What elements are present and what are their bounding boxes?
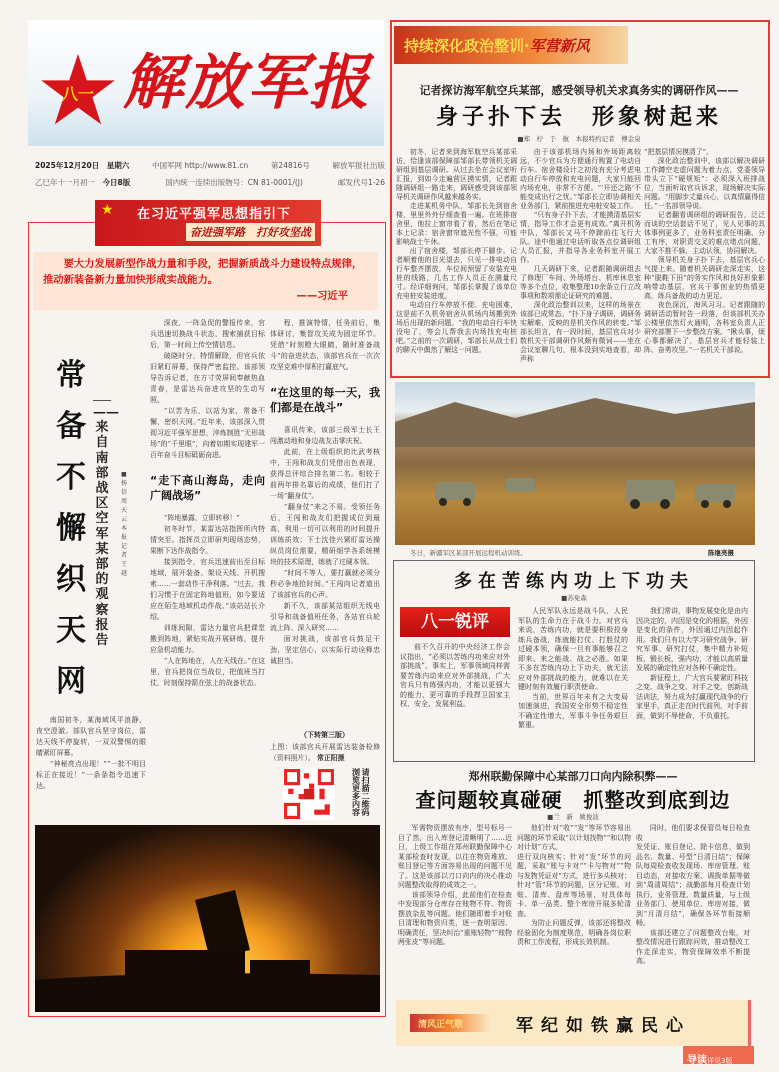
feature-banner-text: 持续深化政治整训· <box>404 37 530 55</box>
photo-note <box>270 742 380 764</box>
theme-banner <box>95 200 321 246</box>
article2-column-3: 同时，他们要求保管员每日检查收 发凭证、账目登记、除卡信息，做到品名、数量、号型“日清日结”；保障队每周检查收发现场、库房管理、账目动态，对接收方案、调拨单据等做到“周清周结”；战勤部每月检查计划执行、业务管理、数量质量，与上级业务部门、使用单位、库房对接，做到“月清月结”，确保各环节衔接顺畅。 该部还建立了问题整改台账，对整改情况进行跟踪问效，推动整改工作走深走实，物资保障效率不断提高。 <box>636 824 750 965</box>
feature-banner-accent: 军营新风 <box>529 37 590 55</box>
guide-label: 导读 <box>687 1055 707 1066</box>
feature-byline: ■郑 柠 于 航 本报特约记者 傅金泉 <box>517 135 641 143</box>
continued-note[interactable]: （下转第三版） <box>300 730 349 739</box>
newspaper-name: 解放军报 <box>123 48 371 118</box>
lead-intro: 南国初冬，某海域风平浪静，夜空澄澈。部队官兵坚守岗位，雷达天线不停旋转，一双双警惕的眼睛紧盯屏幕。 “神秘亮点出现！”“一批不明目标正在接近！”一条条指令迅速下达。 <box>36 716 146 790</box>
qr-code-icon[interactable] <box>283 768 335 820</box>
photo-caption: 冬日，新疆军区某部开展远程机动训练。 <box>410 549 527 557</box>
guide-page: 详见3版 <box>707 1057 733 1065</box>
commentary-box <box>393 560 755 762</box>
lead-column-2: 程，推演特情，任务前后，集体研讨，集智攻关成为固定环节。凭借“时刻瞪大眼睛，随时准备战斗”的奋进状态，该部官兵在一次次攻坚克难中厚积打赢底气。 “在这里的每一天，我们都是在战斗” 喜讯传来，该部三级军士长王闯激动地和身边战友击掌庆祝。 此前，在上级组织的比武考核中，王闯和战友们凭借出色表现，获得总评综合排名第二名。相较于前两年排名靠后的成绩，他们打了一场“翻身仗”。 “翻身仗”来之不易。受领任务后，王闯和战友们把握成位到最高，利用一切可以利用的时间提升训练质效；下士沈佳兴紧盯雷达操纵员岗位需要，精研细学各系统模块的技术原理，练就了过硬本领。 “时间不等人，要打赢就必须分秒必争地抢时间。”王闯向记者道出了该部官兵的心声。 新不久，该部某站组织无线电引导和战备值班任务，各站官兵轮流上阵、深入研究…… 面对挑战，该部官兵鼓足干劲，坚定信心，以实际行动诠释忠诚担当。 <box>270 319 380 665</box>
page-count: 今日8版 <box>102 178 131 187</box>
photo-note-credit: 常正阳摄 <box>317 754 345 762</box>
weekday: 星期六 <box>106 161 130 170</box>
banner-line2: 奋进强军路 打好攻坚战 <box>186 223 315 241</box>
postal-code: 邮发代号1-26 <box>337 178 385 187</box>
lunar-date: 乙巳年十一月初一 <box>35 178 95 187</box>
dateline <box>35 160 385 194</box>
quote-text: 要大力发展新型作战力量和手段，把握新质战斗力建设特点规律，推动新装备新力量加快形成实战能力。 <box>43 258 363 286</box>
feature-banner <box>394 26 628 64</box>
quote-author: ——习近平 <box>296 290 348 302</box>
guide-button[interactable] <box>683 1046 754 1064</box>
lead-subhead-1: “走下高山海岛，走向广阔战场” <box>150 474 265 502</box>
lead-subtitle: ——来自南部战区空军某部的观察报告 <box>93 400 111 648</box>
feature-column-3: “把基层情况摸清了”。 深化政治整训中，该部以解决调研工作蹲空走虚问题为着力点，党委领导带头立下“硬规矩”：必须深入班排战位，当面听取官兵诉求，现场解决实际问题。“用脚步丈量兵心，以真情赢得信任。”一名部领导说。 记者翻看调研组的调研报告，泛泛而谈的空话套话不见了，见人见事的具体事例更多了，业务科室责任明确、分工有序，对职责交叉的难点堵点问题，大家不推不躲，主动认领，协同解决。 领导机关身子扑下去，基层官兵心气提上来。随着机关调研走深走实，这种“脱鞋下田”的务实作风和良好形象影响带动基层，官兵干事创业的热情更高，练兵备战的动力更足。 夜色深沉，海风习习。记者跟随的调研活动暂时告一段落，但该部机关办公楼里依然灯火通明，各科室负责人正研究部署下一步整改方案。“揪头事，烦心事都解决了，基层官兵才能轻装上阵、奋勇攻坚。”一名机关干部说。 <box>644 148 765 354</box>
feature-column-2: 由于该部机场内场和外场距离较远，不少官兵为方便通行购置了电动自行车。宿舍楼设计之初没有充分考虑电动自行车停放和充电问题，大家只能回内场充电，非常不方便。“‘开还之路’不能变成出行之忧。”邹部长立即协调相关业务部门，紧前推进充电桩安装工作。 “只有身子扑下去，才能摸清基层实情，指导工作才会更有成效。”离开机务中队，邹部长又马不停蹄前往飞行大队。途中他通过电话听取各点位调研组人员汇报，并指导各业务科室开展工作。 几天调研下来，记者跟随调研组去了修理厂车间、外场塔台、机库休息室等多个点位，收集整理10余条立行立改事项和数项需论证研究的难题。 深化政治整训以来，这样的场景在该部已成常态。“扑下身子调研，调研务实解难，反映的是机关作风的转变。”邹部长坦言，有一段时间，基层官兵对少数机关干部调研作风颇有微词——坐在会议室聊几句，根本没到实地查看，却声称 <box>520 148 641 363</box>
star-icon: ★ <box>101 202 114 218</box>
teaser-title: 军纪如铁赢民心 <box>516 1016 691 1036</box>
article2-title[interactable]: 查问题较真碰硬 抓整改到底到边 <box>415 788 731 812</box>
section-badge: 清风正气歌 <box>410 1014 490 1032</box>
issue-number: 第24816号 <box>270 161 310 170</box>
publisher: 解放军报社出版 <box>332 161 385 170</box>
article2-byline: ■兰 新 姚俊波 <box>547 813 599 821</box>
quote-box <box>33 252 378 310</box>
column-badge: 八一锐评 <box>400 607 510 637</box>
masthead <box>28 20 384 146</box>
cn-number: 国内统一连续出版物号：CN 81-0001/(J) <box>165 178 303 187</box>
emblem-text: 八一 <box>61 84 95 104</box>
feature-kicker: 记者探访海军航空兵某部，感受领导机关求真务实的调研作风—— <box>419 84 739 97</box>
bottom-teaser[interactable] <box>396 1000 751 1046</box>
feature-column-1: 初冬，记者来到海军航空兵某部采访，恰逢该部保障部邹部长带领机关调研组到基层调研。从过去坐在会议室听汇报，到如今走遍营区摸实情，记者跟随调研组一路走来，调研感受到该部领导机关调研作风越来越务实。 走进某机务中队，邹部长先到宿舍楼，里里外外仔细查看一遍。在班排宿舍里，他拉上窗帘看了看，然后在笔记本上记录：宿舍窗帘遮光性不强，可能影响战士午休。 出了宿舍楼，邹部长停下脚步。记者顺着他的目光望去，只见一排电动自行车整齐摆放，车位间预留了安装充电桩的线路，几名工作人员正在测量尺寸。经详细询问，邹部长掌握了该单位充电桩安装进度。 电动自行车停放不便、充电困难，这是前不久机务宿舍从机场内场搬到外场后出现的新问题。“我的电动自行车快没电了，等会儿帮我去内场找充电桩吧。”之前的一次调研，邹部长从战士们的聊天中偶然了解这一问题。 <box>396 148 517 354</box>
armored-vehicles-image <box>395 382 755 545</box>
commentary-column-3: 我们常讲，事物发展变化是由内因决定的，内因是变化的根据，外因是变化的条件，外因通过内因起作用。我们只有以大学习研究战争、研究军事、研究打仗，集中精力补短板、锻长板，强内功，才能以高质量发展的确定性应对各种不确定性。 新征程上，广大官兵要紧盯科技之变、战争之变、对手之变，创新战法训法，努力成为打赢现代战争的行家里手，真正走在时代前列，对手前面，做到不辱使命、不负重托。 <box>636 607 748 720</box>
lead-byline: ■杨 信 周天云 本报记者 王 越 <box>121 471 134 577</box>
lead-photo <box>35 825 380 1012</box>
lead-subhead-2: “在这里的每一天，我们都是在战斗” <box>270 386 380 414</box>
photo-note-text: 上图：该部官兵开展雷达装备检修（资料照片）。 <box>270 743 380 762</box>
feature-title[interactable]: 身子扑下去 形象树起来 <box>435 105 722 130</box>
commentary-title[interactable]: 多在苦练内功上下功夫 <box>454 571 694 592</box>
website[interactable]: 中国军网 http://www.81.cn <box>151 161 249 170</box>
banner-line1: 在习近平强军思想指引下 <box>137 207 292 222</box>
red-star-icon <box>38 50 118 130</box>
article2-column-2: 他们针对“收”“发”等环节容易出问题的环节采取“以计划找物”“和以物对计划”方式。 进行双向核实；针对“发”环节的问题，采取“账与卡对”“卡与物对”“物与发物凭证对”方式，进行多头核对；针对“管”环节的问题，区分记账、对账、清库、盘库等场景，对具体每卡、单一品类、整个库房开展多轮清查。 为防止问题反弹，该部还将整改经验固化为制度规范，明确各岗位职责和工作流程，形成长效机制。 <box>517 824 631 946</box>
lead-title[interactable]: 常备不懈织天网 <box>56 358 86 699</box>
commentary-column-2: 人民军队永远是战斗队，人民军队的生命力在于战斗力。对官兵来说，苦练内功，就是要积极投身练兵备战，练就能打仗、打胜仗的过硬本领，确保一旦有事能够召之即来、来之能战、战之必胜。如果不多在苦练内功上下功夫，就无法应对外部挑战的能力，就难以在关键时刻有效履行职责使命。 当前，世界百年未有之大变局加速演进，我国安全形势不稳定性不确定性增大，军事斗争任务艰巨繁重。 <box>518 607 628 729</box>
lead-column-1: 深夜，一阵急促的警报传来，官兵迅速切换战斗状态，搜索捕获目标后，第一时间上传空情信息。 破晓时分，特情解除，但官兵依旧紧盯屏幕，保持严密监控。该部领导告诉记者，在方寸荧屏间奉献热血青春，是雷达兵奋进攻坚的生动写照。 “以苦为乐，以站为家，常备不懈，密织天网。”近年来，该部深入贯彻习近平强军思想，淬炼制胜“无形战场”的“千里眼”，向着如期实现建军一百年奋斗目标砥砺奋进。 “走下高山海岛，走向广阔战场” “阵地暴露，立即转移！” 初冬时节，某雷达站指挥所内特情突至。指挥员立即研判现场态势，果断下达作战指令。 接到指令，官兵迅速前出至目标地域，展开装备、架设天线、开机搜索……一套动作干净利落。“过去，我们习惯于在固定阵地值班，如今要适应在陌生地域机动作战。”该站站长介绍。 训练间隙，雷达力量官兵把课堂搬到阵地，紧贴实战开展研练，提升应急机动能力。 “人在阵地在，人在天线在。”在这里，官兵把岗位当战位，把值班当打仗，时刻保持箭在弦上的战备状态。 <box>150 319 265 687</box>
qr-label: 请扫描二维码浏览更多内容 <box>351 768 370 816</box>
article2-kicker: 郑州联勤保障中心某部刀口向内除积弊—— <box>468 770 678 783</box>
commentary-byline: ■苏免森 <box>561 594 587 602</box>
article2-column-1: 军需物资摆放有序，型号标号一目了然，出入库登记清晰明了……近日，上级工作组在郑州联勤保障中心某部检查时发现，以往在物资堆放、账目登记等方面容易出现的问题不见了。这是该部以刀口向内的决心推动问题整改取得的成效之一。 该部领导介绍，此前他们在检查中发现部分仓库存在账物不符、物资摆放杂乱等问题。他们随即着手对账目清理和物资归类，逐一查明原因、明确责任，坚决纠治“重账轻物”“账物两张皮”等问题。 <box>398 824 512 946</box>
issue-date: 2025年12月20日 <box>35 161 100 170</box>
feature-photo <box>395 382 755 545</box>
photo-credit: 陈继亮摄 <box>708 549 734 557</box>
radar-silhouette <box>35 825 380 1012</box>
commentary-column-1: 前不久召开的中央经济工作会议指出，“必须以苦练内功来应对外部挑战”。事实上，军事领域同样需要苦练内动来应对外部挑战，广大官兵只有练强内功，才能以更强大的能力，更可靠的手段捍卫国家主权、安全、发展利益。 <box>400 643 510 708</box>
